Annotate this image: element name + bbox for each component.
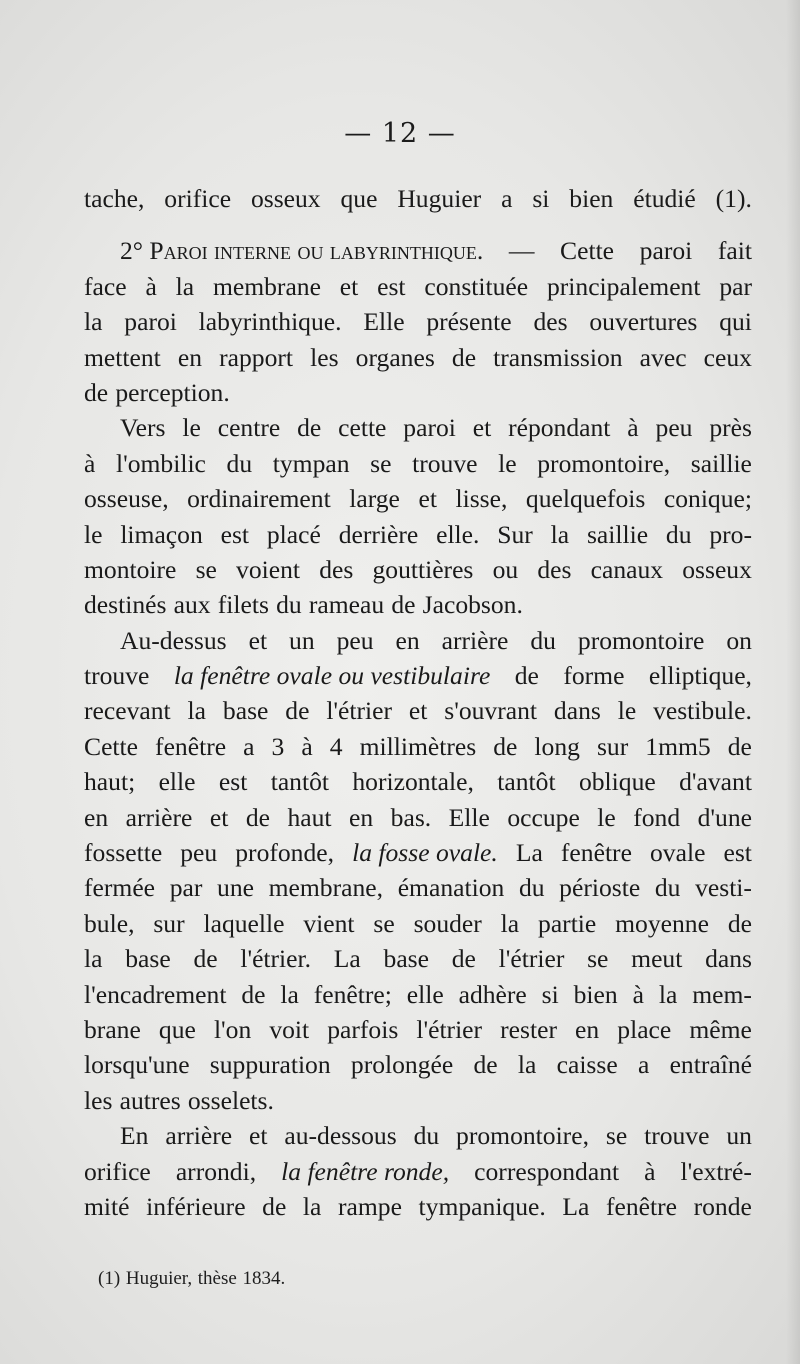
word: l'étrier	[416, 1014, 483, 1044]
text-line	[84, 941, 752, 976]
word: a	[637, 1050, 650, 1080]
word: suppuration	[209, 1050, 331, 1080]
word: et	[408, 696, 428, 726]
word: se	[373, 908, 395, 938]
word: à	[84, 448, 96, 478]
word: est	[220, 519, 250, 549]
word: limaçon	[120, 519, 203, 549]
word: de	[514, 661, 539, 691]
word: derrière	[338, 519, 419, 549]
text-line	[84, 693, 752, 728]
word: Elle	[448, 802, 490, 832]
word: recevant	[84, 696, 171, 726]
word: tantôt	[270, 767, 329, 797]
word: autres	[119, 1085, 181, 1115]
word: parfois	[327, 1014, 399, 1044]
word: lisse,	[455, 484, 508, 514]
word: la	[517, 1050, 537, 1080]
word: et	[209, 802, 229, 832]
word: l'ombilic	[116, 448, 206, 478]
word: orifice	[164, 184, 232, 213]
word: de	[245, 802, 270, 832]
word: le	[617, 696, 637, 726]
word: Au-dessus	[120, 625, 227, 655]
word: 2° Paroi interne ou labyrinthique.	[120, 236, 484, 266]
word: orifice	[84, 1156, 151, 1186]
word: du	[226, 448, 253, 478]
text-line	[84, 481, 752, 516]
word: bas.	[390, 802, 432, 832]
word: dans	[553, 696, 601, 726]
word: la	[550, 519, 570, 549]
word: arrière	[441, 625, 509, 655]
word: inférieure	[146, 1191, 246, 1221]
text-line	[84, 906, 752, 941]
text-line	[84, 1154, 752, 1189]
word: en	[177, 342, 203, 372]
word: et	[248, 1121, 268, 1151]
word: large	[349, 484, 400, 514]
word: peu	[180, 838, 218, 868]
word: de	[473, 1050, 498, 1080]
word: promontoire	[577, 625, 705, 655]
word: paroi	[639, 236, 693, 266]
word: périoste	[559, 873, 641, 903]
word: est	[377, 271, 406, 301]
word: fenêtre;	[313, 979, 392, 1009]
text-line	[84, 1118, 752, 1153]
word: ronde	[693, 1191, 752, 1221]
word: elliptique,	[648, 661, 752, 691]
word: base	[383, 944, 429, 974]
word: mettent	[84, 342, 161, 372]
text-line	[84, 1083, 752, 1118]
word: de	[193, 944, 218, 974]
word: Elle	[363, 307, 405, 337]
word: rapport	[219, 342, 294, 372]
word: de	[262, 1191, 287, 1221]
word: des	[537, 554, 572, 584]
word: du	[654, 873, 681, 903]
footnote	[98, 1268, 285, 1290]
word: l'étrier	[326, 696, 393, 726]
word: arrière	[165, 1121, 233, 1151]
word: filets	[217, 590, 269, 620]
word: la fenêtre ovale ou vestibulaire	[173, 661, 491, 691]
word: se	[605, 1121, 628, 1151]
word: fond	[633, 802, 681, 832]
word: horizontale,	[352, 767, 474, 797]
word: voit	[269, 1014, 310, 1044]
word: à	[627, 413, 639, 443]
page-edge-shadow	[786, 0, 800, 1364]
word: la	[84, 307, 103, 337]
word: l'étrier.	[240, 944, 312, 974]
word: de	[451, 944, 476, 974]
word: moyenne	[615, 908, 709, 938]
word: dans	[705, 944, 752, 974]
word: (1).	[715, 184, 752, 213]
word: destinés	[84, 590, 167, 620]
text-line	[84, 764, 752, 799]
word: au-dessous	[284, 1121, 397, 1151]
word: peu	[336, 625, 374, 655]
text-line	[84, 375, 752, 410]
word: vestibule.	[653, 696, 752, 726]
word: Vers	[120, 413, 166, 443]
word: s'ouvrant	[444, 696, 538, 726]
word: du	[530, 625, 556, 655]
word: osseux	[682, 554, 752, 584]
word: La	[562, 1191, 590, 1221]
word: principalement	[546, 271, 701, 301]
word: face	[84, 271, 127, 301]
word: a	[243, 731, 255, 761]
word: tache,	[84, 184, 145, 213]
word: l'extré-	[680, 1156, 752, 1186]
word: par	[719, 271, 752, 301]
word: du	[413, 1121, 440, 1151]
paragraph-gap	[84, 216, 752, 233]
word: la fosse ovale.	[352, 838, 498, 868]
word: transmission	[493, 342, 623, 372]
word: adhère	[458, 979, 527, 1009]
word: rester	[500, 1014, 557, 1044]
word: fermée	[84, 873, 156, 903]
word: membrane,	[268, 873, 384, 903]
word: du	[665, 519, 692, 549]
word: a	[501, 184, 513, 213]
text-line	[84, 729, 752, 764]
word: répondant	[508, 413, 611, 443]
word: cette	[338, 413, 387, 443]
word: arrière	[125, 802, 193, 832]
word: rameau	[308, 590, 385, 620]
word: membrane	[212, 271, 321, 301]
word: elle.	[436, 519, 480, 549]
word: ovale	[650, 838, 706, 868]
word: de	[451, 342, 477, 372]
text-line	[84, 623, 752, 658]
word: si	[532, 184, 550, 213]
word: à	[632, 979, 644, 1009]
word: peu	[655, 413, 693, 443]
word: Cette	[84, 731, 139, 761]
word: sur	[596, 731, 629, 761]
word: vient	[303, 908, 355, 938]
word: laquelle	[203, 908, 285, 938]
word: pro-	[709, 519, 752, 549]
word: occupe	[507, 802, 580, 832]
word: les	[310, 342, 339, 372]
word: elle	[406, 979, 444, 1009]
word: promontoire,	[537, 448, 671, 478]
word: gouttières	[372, 554, 474, 584]
word: la	[84, 944, 103, 974]
word: ceux	[703, 342, 752, 372]
word: fossette	[84, 838, 163, 868]
word: étudié	[633, 184, 696, 213]
word: Jacobson.	[422, 590, 523, 620]
word: est	[218, 767, 248, 797]
word: ouvertures	[589, 307, 698, 337]
word: Cette	[560, 236, 615, 266]
word: La	[333, 944, 361, 974]
word: lorsqu'une	[84, 1050, 190, 1080]
word: de	[241, 979, 266, 1009]
word: centre	[217, 413, 281, 443]
text-line	[84, 870, 752, 905]
word: l'on	[213, 1014, 252, 1044]
word: un	[726, 1121, 752, 1151]
word: placé	[266, 519, 321, 549]
word: la	[302, 1191, 322, 1221]
word: par	[169, 873, 203, 903]
text-line	[84, 233, 752, 268]
word: mem-	[692, 979, 752, 1009]
word: rampe	[338, 1191, 402, 1221]
word: bien	[573, 979, 618, 1009]
word: canaux	[590, 554, 664, 584]
word: ou	[492, 554, 519, 584]
word: et	[418, 484, 437, 514]
word: un	[289, 625, 315, 655]
word: meut	[631, 944, 683, 974]
text-line	[84, 977, 752, 1012]
text-line	[84, 658, 752, 693]
word: la	[175, 271, 195, 301]
word: de	[297, 413, 322, 443]
word: Sur	[497, 519, 533, 549]
word: d'une	[697, 802, 752, 832]
word: ordinairement	[187, 484, 331, 514]
word: fenêtre	[560, 838, 632, 868]
footnote-word: 1834.	[242, 1268, 286, 1289]
word: de	[727, 731, 752, 761]
word: avec	[639, 342, 687, 372]
word: saillie	[690, 448, 752, 478]
text-line	[84, 800, 752, 835]
word: se	[195, 554, 217, 584]
word: sur	[153, 908, 185, 938]
word: se	[370, 448, 392, 478]
text-line	[84, 1012, 752, 1047]
body-text	[84, 181, 752, 1224]
text-line	[84, 835, 752, 870]
word: saillie	[586, 519, 649, 549]
word: conique;	[663, 484, 752, 514]
footnote-word: Huguier,	[125, 1268, 193, 1289]
word: les	[84, 1085, 113, 1115]
word: —	[508, 236, 535, 266]
word: osselets.	[187, 1085, 274, 1115]
word: en	[84, 802, 109, 832]
word: osseux	[250, 184, 321, 213]
text-line	[84, 181, 752, 216]
word: de	[84, 377, 109, 407]
word: base	[125, 944, 171, 974]
word: une	[217, 873, 254, 903]
word: l'étrier	[498, 944, 565, 974]
text-line	[84, 517, 752, 552]
word: du	[276, 590, 302, 620]
text-line	[84, 410, 752, 445]
text-line	[84, 1047, 752, 1082]
word: fenêtre	[605, 1191, 678, 1221]
text-line	[84, 269, 752, 304]
word: émanation	[397, 873, 505, 903]
word: des	[533, 307, 568, 337]
word: millimètres	[359, 731, 477, 761]
footnote-word: thèse	[197, 1268, 237, 1289]
word: et	[339, 271, 359, 301]
word: promontoire,	[456, 1121, 589, 1151]
word: paroi	[124, 307, 177, 337]
word: tympanique.	[418, 1191, 546, 1221]
word: de	[391, 590, 416, 620]
word: que	[158, 1014, 196, 1044]
word: des	[319, 554, 354, 584]
word: du	[518, 873, 545, 903]
word: vesti-	[695, 873, 752, 903]
word: la	[280, 979, 299, 1009]
word: caisse	[556, 1050, 618, 1080]
word: constituée	[424, 271, 529, 301]
footnote-word: (1)	[98, 1268, 121, 1289]
word: haut;	[84, 767, 136, 797]
word: et	[248, 625, 268, 655]
text-line	[84, 304, 752, 339]
word: mité	[84, 1191, 130, 1221]
word: la	[658, 979, 678, 1009]
word: 4	[329, 731, 343, 761]
text-line	[84, 552, 752, 587]
word: aux	[173, 590, 211, 620]
word: à	[301, 731, 313, 761]
word: si	[541, 979, 559, 1009]
word: long	[534, 731, 580, 761]
word: base	[222, 696, 269, 726]
word: le	[182, 413, 201, 443]
word: et	[472, 413, 492, 443]
word: bule,	[84, 908, 135, 938]
word: la	[500, 908, 520, 938]
word: brane	[84, 1014, 141, 1044]
word: qui	[719, 307, 752, 337]
text-line	[84, 1189, 752, 1224]
word: à	[145, 271, 157, 301]
word: partie	[538, 908, 597, 938]
word: quelquefois	[525, 484, 646, 514]
word: 3	[271, 731, 285, 761]
word: le	[84, 519, 103, 549]
word: souder	[413, 908, 482, 938]
word: arrondi,	[175, 1156, 257, 1186]
word: trouve	[412, 448, 478, 478]
word: en	[575, 1014, 600, 1044]
word: profonde,	[235, 838, 335, 868]
word: En	[120, 1121, 149, 1151]
word: la	[187, 696, 207, 726]
text-line	[84, 340, 752, 375]
word: que	[340, 184, 378, 213]
word: d'avant	[679, 767, 752, 797]
word: prolongée	[350, 1050, 454, 1080]
word: trouve	[84, 661, 150, 691]
word: osseuse,	[84, 484, 169, 514]
word: place	[617, 1014, 672, 1044]
word: labyrinthique.	[198, 307, 342, 337]
word: on	[726, 625, 752, 655]
word: même	[689, 1014, 752, 1044]
word: est	[723, 838, 752, 868]
word: voient	[236, 554, 301, 584]
word: bien	[569, 184, 614, 213]
word: fenêtre	[155, 731, 227, 761]
word: en	[349, 802, 374, 832]
word: l'encadrement	[84, 979, 227, 1009]
word: le	[597, 802, 616, 832]
word: elle	[158, 767, 196, 797]
word: se	[587, 944, 609, 974]
word: La	[515, 838, 543, 868]
word: haut	[287, 802, 332, 832]
word: de	[285, 696, 310, 726]
word: de	[727, 908, 752, 938]
word: fait	[717, 236, 752, 266]
word: organes	[355, 342, 435, 372]
word: à	[644, 1156, 656, 1186]
word: Huguier	[397, 184, 482, 213]
word: près	[709, 413, 752, 443]
text-line	[84, 587, 752, 622]
word: forme	[563, 661, 625, 691]
word: en	[395, 625, 420, 655]
word: montoire	[84, 554, 177, 584]
word: oblique	[578, 767, 656, 797]
word: perception.	[115, 377, 230, 407]
word: trouve	[644, 1121, 710, 1151]
word: le	[498, 448, 517, 478]
word: la fenêtre ronde,	[281, 1156, 450, 1186]
word: présente	[426, 307, 512, 337]
page-number: — 12 —	[344, 118, 456, 149]
word: de	[493, 731, 518, 761]
word: entraîné	[669, 1050, 752, 1080]
word: tantôt	[497, 767, 556, 797]
text-line	[84, 446, 752, 481]
word: correspondant	[474, 1156, 620, 1186]
word: tympan	[272, 448, 350, 478]
word: paroi	[403, 413, 456, 443]
word: 1mm5	[645, 731, 711, 761]
